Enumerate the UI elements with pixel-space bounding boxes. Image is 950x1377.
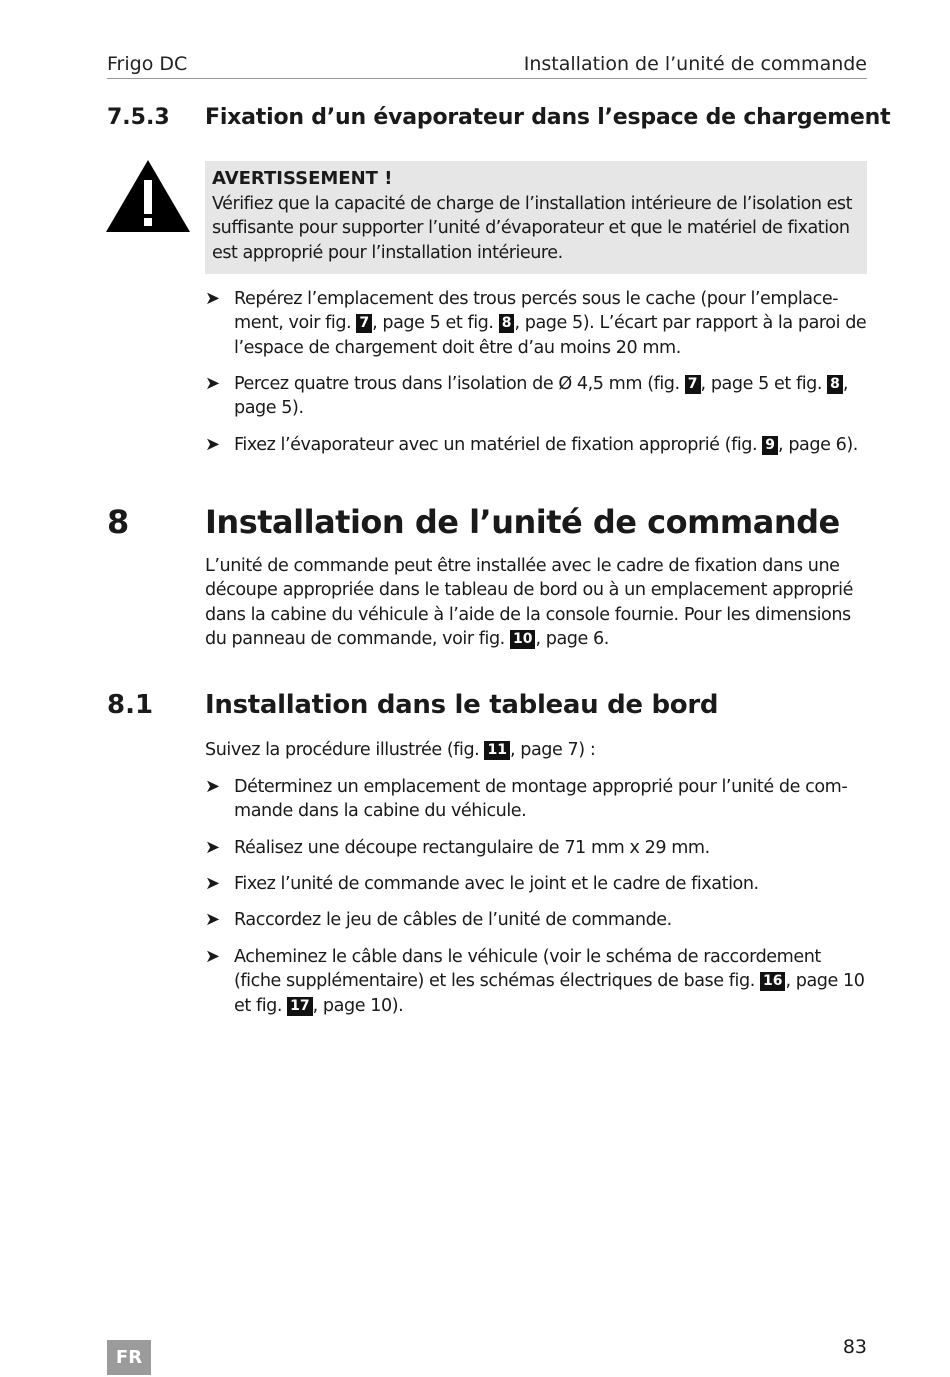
step-text: Acheminez le câble dans le véhicule (voir le schéma de raccordement (fiche supplémentaire) et les schémas électriques de base fig. 16 , page 10 et fig. 17 , page 10).	[234, 947, 865, 1016]
figure-ref: 17	[287, 997, 312, 1016]
page-number: 83	[842, 1336, 867, 1358]
running-header-right: Installation de l’unité de commande	[523, 53, 867, 75]
warning-title: AVERTISSEMENT !	[212, 168, 393, 189]
step-text: Percez quatre trous dans l’isolation de Ø 4,5 mm (fig. 7 , page 5 et fig. 8 , page 5).	[234, 374, 849, 419]
figure-ref: 9	[762, 436, 778, 455]
step-text: Fixez l’évaporateur avec un matériel de fixation approprié (fig. 9 , page 6).	[234, 435, 858, 455]
step-arrow-icon: ➤	[205, 373, 220, 394]
figure-ref: 8	[499, 314, 515, 333]
figure-ref: 7	[685, 375, 701, 394]
running-header-left: Frigo DC	[107, 53, 188, 75]
warning-triangle-icon	[106, 160, 190, 234]
figure-ref: 11	[484, 741, 509, 760]
header-rule	[107, 78, 867, 79]
figure-ref: 7	[356, 314, 372, 333]
step-text: Réalisez une découpe rectangulaire de 71 mm x 29 mm.	[234, 838, 710, 858]
figure-ref: 8	[827, 375, 843, 394]
step-arrow-icon: ➤	[205, 288, 220, 309]
step-text: Déterminez un emplacement de montage approprié pour l’unité de com-mande dans la cabine du véhicule.	[234, 777, 848, 822]
step-arrow-icon: ➤	[205, 946, 220, 967]
warning-text: Vérifiez que la capacité de charge de l’installation intérieure de l’isolation est suffisante pour supporter l’unité d’évaporateur et que le matériel de fixation est approprié pour l’installation intérieure.	[212, 194, 852, 263]
section-753-number: 7.5.3	[107, 105, 170, 130]
chapter-8-intro: L’unité de commande peut être installée avec le cadre de fixation dans une découpe appropriée dans le tableau de bord ou à un emplacement approprié dans la cabine du véhicule à l’aide de la console fournie. Pour les dimensions du panneau de commande, voir fig. 10 , page 6.	[205, 556, 853, 649]
chapter-8-number: 8	[107, 503, 130, 541]
step-arrow-icon: ➤	[205, 434, 220, 455]
section-81-number: 8.1	[107, 690, 154, 720]
section-753-title: Fixation d’un évaporateur dans l’espace de chargement	[205, 105, 891, 130]
section-81-intro: Suivez la procédure illustrée (fig. 11 , page 7) :	[205, 740, 596, 760]
step-arrow-icon: ➤	[205, 873, 220, 894]
figure-ref: 16	[760, 972, 785, 991]
step-arrow-icon: ➤	[205, 909, 220, 930]
figure-ref: 10	[510, 630, 535, 649]
step-text: Fixez l’unité de commande avec le joint et le cadre de fixation.	[234, 874, 759, 894]
step-text: Raccordez le jeu de câbles de l’unité de commande.	[234, 910, 672, 930]
section-81-title: Installation dans le tableau de bord	[205, 690, 719, 720]
step-text: Repérez l’emplacement des trous percés sous le cache (pour l’emplace-ment, voir fig. 7 , page 5 et fig. 8 , page 5). L’écart par rapport à la paroi de l’espace de chargement doit être d’au moins 20 mm.	[234, 289, 867, 358]
chapter-8-title: Installation de l’unité de commande	[205, 503, 840, 541]
language-tab: FR	[107, 1340, 151, 1375]
step-arrow-icon: ➤	[205, 837, 220, 858]
step-arrow-icon: ➤	[205, 776, 220, 797]
